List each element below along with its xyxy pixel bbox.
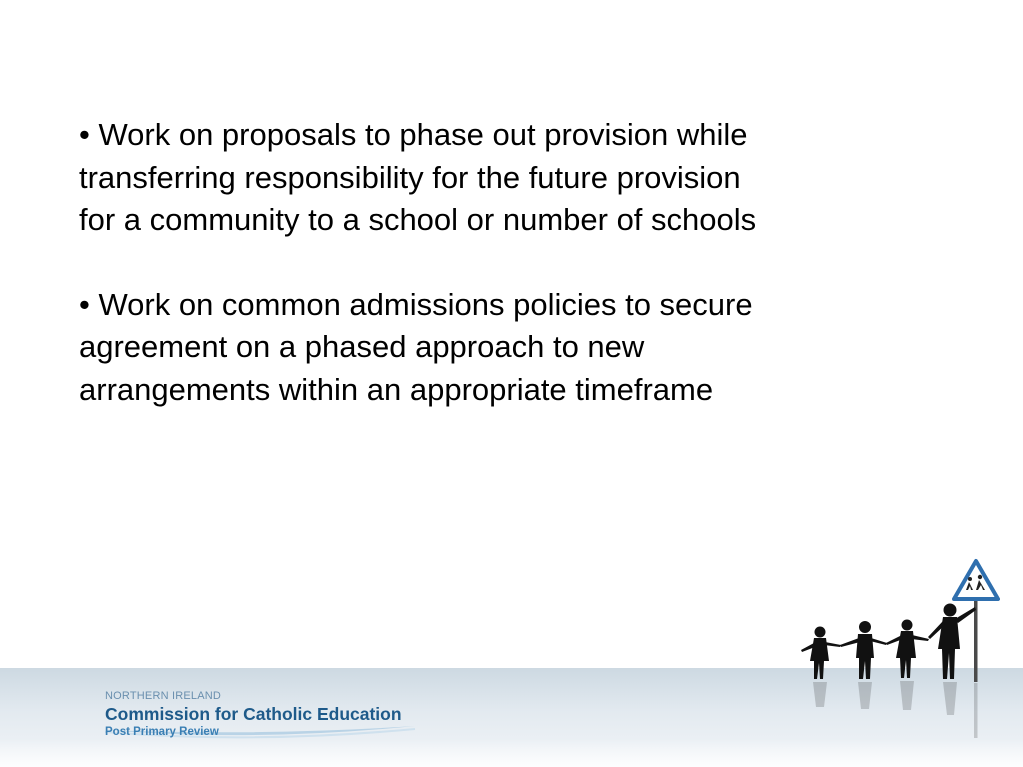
logo-subtitle: Post Primary Review xyxy=(105,726,219,738)
slide-body xyxy=(79,114,899,453)
bullet-line: agreement on a phased approach to new xyxy=(79,329,645,364)
bullet-line: arrangements within an appropriate timeframe xyxy=(79,371,714,407)
children-silhouettes-icon xyxy=(795,555,1000,765)
school-crossing-sign-icon xyxy=(954,561,998,682)
bullet-line: • Work on common admissions policies to secure xyxy=(79,286,753,322)
bullet-item-2 xyxy=(79,284,899,412)
bullet-line: transferring responsibility for the future provision xyxy=(79,159,741,195)
logo-region: NORTHERN IRELAND xyxy=(105,690,222,702)
organization-logo xyxy=(105,690,402,739)
bullet-line: for a community to a school or number of schools xyxy=(79,202,757,237)
bullet-line: • Work on proposals to phase out provision while xyxy=(79,117,748,152)
bullet-item-1 xyxy=(79,114,899,242)
logo-title: Commission for Catholic Education xyxy=(105,704,402,724)
